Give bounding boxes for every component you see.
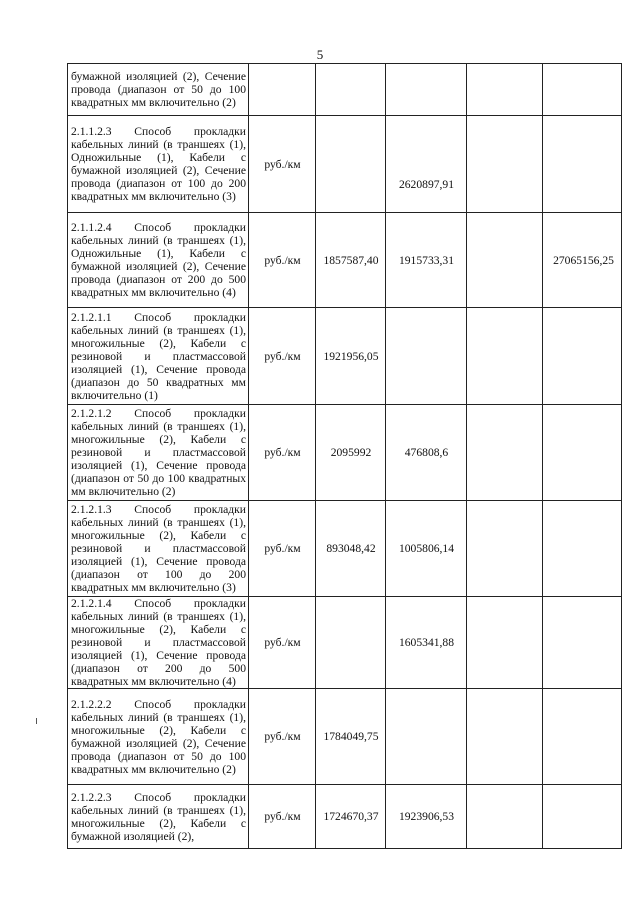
row-value-col3 [316, 597, 386, 689]
row-value-col6 [543, 405, 622, 501]
table-row [68, 689, 622, 785]
row-value-col4: 1915733,31 [386, 213, 467, 308]
row-value-col5 [467, 213, 543, 308]
row-value-col4: 1605341,88 [386, 597, 467, 689]
row-value-col6 [543, 308, 622, 405]
row-value-col4: 1923906,53 [386, 785, 467, 849]
row-value-col5 [467, 689, 543, 785]
row-unit: руб./км [249, 308, 316, 405]
row-value-col6 [543, 597, 622, 689]
row-value-col6 [543, 785, 622, 849]
row-unit [249, 64, 316, 116]
row-value-col4: 2620897,91 [386, 116, 467, 213]
row-value-col6 [543, 64, 622, 116]
row-description: 2.1.2.1.2 Способ прокладки кабельных линий (в траншеях (1), многожильные (2), Кабели с резиновой и пластмассовой изоляцией (1), Сечение провода (диапазон от 50 до 100 квадратных мм включительно (2) [68, 405, 249, 501]
row-description: 2.1.1.2.4 Способ прокладки кабельных линий (в траншеях (1), Одножильные (1), Кабели с бумажной изоляцией (2), Сечение провода (диапазон от 200 до 500 квадратных мм включительно (4) [68, 213, 249, 308]
row-description: 2.1.2.1.3 Способ прокладки кабельных линий (в траншеях (1), многожильные (2), Кабели с резиновой и пластмассовой изоляцией (1), Сечение провода (диапазон от 100 до 200 квадратных мм включительно (3) [68, 501, 249, 597]
row-description: 2.1.2.2.2 Способ прокладки кабельных линий (в траншеях (1), многожильные (2), Кабели с бумажной изоляцией (2), Сечение провода (диапазон от 50 до 100 квадратных мм включительно (2) [68, 689, 249, 785]
tariff-table [67, 63, 622, 849]
row-description: 2.1.2.1.1 Способ прокладки кабельных линий (в траншеях (1), многожильные (2), Кабели с резиновой и пластмассовой изоляцией (1), Сечение провода (диапазон до 50 квадратных мм включительно (1) [68, 308, 249, 405]
row-unit: руб./км [249, 689, 316, 785]
row-value-col5 [467, 405, 543, 501]
row-value-col4 [386, 689, 467, 785]
row-unit: руб./км [249, 116, 316, 213]
row-value-col3: 893048,42 [316, 501, 386, 597]
row-value-col5 [467, 116, 543, 213]
row-value-col3 [316, 116, 386, 213]
row-value-col3: 1784049,75 [316, 689, 386, 785]
row-value-col5 [467, 785, 543, 849]
row-description: 2.1.2.2.3 Способ прокладки кабельных линий (в траншеях (1), многожильные (2), Кабели с бумажной изоляцией (2), [68, 785, 249, 849]
row-value-col3 [316, 64, 386, 116]
row-value-col6 [543, 689, 622, 785]
row-value-col3: 1724670,37 [316, 785, 386, 849]
row-unit: руб./км [249, 785, 316, 849]
row-value-col6: 27065156,25 [543, 213, 622, 308]
row-value-col5 [467, 308, 543, 405]
row-value-col5 [467, 597, 543, 689]
row-value-col4: 1005806,14 [386, 501, 467, 597]
row-unit: руб./км [249, 501, 316, 597]
row-description: 2.1.1.2.3 Способ прокладки кабельных линий (в траншеях (1), Одножильные (1), Кабели с бумажной изоляцией (2), Сечение провода (диапазон от 100 до 200 квадратных мм включительно (3) [68, 116, 249, 213]
table-row [68, 116, 622, 213]
row-unit: руб./км [249, 213, 316, 308]
table-row [68, 597, 622, 689]
page-number: 5 [316, 47, 324, 62]
row-value-col3: 1921956,05 [316, 308, 386, 405]
row-value-col4: 476808,6 [386, 405, 467, 501]
row-description: 2.1.2.1.4 Способ прокладки кабельных линий (в траншеях (1), многожильные (2), Кабели с резиновой и пластмассовой изоляцией (1), Сечение провода (диапазон от 200 до 500 квадратных мм включительно (4) [68, 597, 249, 689]
row-description: бумажной изоляцией (2), Сечение провода (диапазон от 50 до 100 квадратных мм включительно (2) [68, 64, 249, 116]
row-value-col3: 2095992 [316, 405, 386, 501]
row-value-col4 [386, 64, 467, 116]
row-value-col4 [386, 308, 467, 405]
margin-mark [36, 718, 37, 724]
row-value-col5 [467, 64, 543, 116]
table-row [68, 405, 622, 501]
row-value-col3: 1857587,40 [316, 213, 386, 308]
row-unit: руб./км [249, 405, 316, 501]
table-row [68, 64, 622, 116]
row-value-col5 [467, 501, 543, 597]
table-row [68, 501, 622, 597]
table-row [68, 213, 622, 308]
row-value-col6 [543, 116, 622, 213]
row-unit: руб./км [249, 597, 316, 689]
table-row [68, 308, 622, 405]
table-row [68, 785, 622, 849]
row-value-col6 [543, 501, 622, 597]
